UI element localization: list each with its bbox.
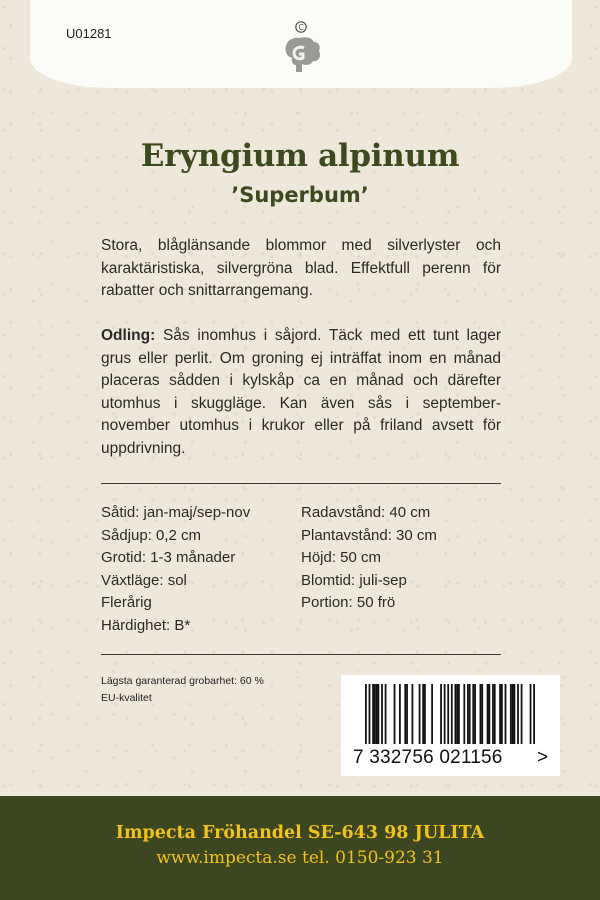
description-text: Stora, blåglänsande blommor med silverlyster och karaktäristiska, silvergröna blad. Effektfull perenn för rabatter och snittarrangemang. xyxy=(101,237,501,299)
barcode-bar xyxy=(463,684,465,744)
germination-guarantee: Lägsta garanterad grobarhet: 60 % xyxy=(101,675,264,687)
company-contact: www.impecta.se tel. 0150-923 31 xyxy=(156,848,444,868)
company-address: Impecta Fröhandel SE-643 98 JULITA xyxy=(115,823,485,843)
barcode-bar xyxy=(512,684,514,744)
divider-top xyxy=(101,483,501,484)
barcode-bar xyxy=(474,684,476,744)
barcode-bar xyxy=(472,684,474,744)
barcode-bar xyxy=(399,684,401,744)
barcode-arrow: > xyxy=(537,747,549,768)
barcode-bar xyxy=(365,684,367,744)
spec-portion: Portion: 50 frö xyxy=(301,594,396,612)
barcode-bar xyxy=(530,684,532,744)
spec-height: Höjd: 50 cm xyxy=(301,549,382,567)
barcode-bar xyxy=(406,684,408,744)
barcode-bar xyxy=(422,684,424,744)
barcode-bar xyxy=(521,684,523,744)
barcode-bar xyxy=(501,684,503,744)
svg-text:C: C xyxy=(298,23,304,32)
barcode-bar xyxy=(467,684,469,744)
spec-location: Växtläge: sol xyxy=(101,571,187,589)
spec-germination-time: Grotid: 1-3 månader xyxy=(101,549,236,567)
barcode-bar xyxy=(517,684,519,744)
specs-left-column xyxy=(101,502,250,638)
spec-row-spacing: Radavstånd: 40 cm xyxy=(301,504,431,521)
product-cultivar: ’Superbum’ xyxy=(231,183,369,207)
barcode-bar xyxy=(431,684,433,744)
barcode-bar xyxy=(487,684,489,744)
barcode-bar xyxy=(514,684,516,744)
barcode-bar xyxy=(412,684,414,744)
barcode-bar xyxy=(374,684,376,744)
spec-sowing-depth: Sådjup: 0,2 cm xyxy=(101,526,202,544)
barcode-bar xyxy=(492,684,494,744)
barcode-bar xyxy=(481,684,483,744)
cultivation-paragraph xyxy=(101,325,501,460)
barcode-bar xyxy=(510,684,512,744)
sku-code: U01281 xyxy=(66,26,112,41)
spec-plant-spacing: Plantavstånd: 30 cm xyxy=(301,526,437,544)
spec-perennial: Flerårig xyxy=(101,594,152,612)
barcode-bar xyxy=(381,684,383,744)
barcode-bar xyxy=(394,684,396,744)
barcode-bar xyxy=(499,684,501,744)
barcode-digits: 7 332756 021156 xyxy=(353,747,503,768)
barcode-bar xyxy=(447,684,449,744)
divider-bottom xyxy=(101,654,501,655)
barcode-bar xyxy=(505,684,507,744)
barcode-bar xyxy=(469,684,471,744)
product-title: Eryngium alpinum xyxy=(140,138,460,174)
barcode-bar xyxy=(488,684,490,744)
barcode xyxy=(341,675,560,776)
barcode-bar xyxy=(494,684,496,744)
barcode-bar xyxy=(444,684,446,744)
barcode-bar xyxy=(424,684,426,744)
spec-flowering-time: Blomtid: juli-sep xyxy=(301,571,407,589)
eu-quality: EU-kvalitet xyxy=(101,692,152,704)
barcode-bar xyxy=(372,684,374,744)
barcode-bar xyxy=(440,684,442,744)
barcode-bar xyxy=(419,684,421,744)
spec-sowing-time: Såtid: jan-maj/sep-nov xyxy=(101,504,251,521)
barcode-bar xyxy=(451,684,453,744)
specs-right-column xyxy=(301,502,437,615)
impecta-g-logo-icon xyxy=(278,20,324,78)
barcode-bar xyxy=(458,684,460,744)
barcode-bar xyxy=(376,684,378,744)
cultivation-text: Sås inomhus i såjord. Täck med ett tunt lager grus eller perlit. Om groning ej inträffat inom en månad placeras sådden i kylskåp ca en månad och därefter utomhus i skuggläge. Kan även sås i september-november utomhus i krukor eller på friland avsett för uppdrivning. xyxy=(101,327,501,457)
barcode-bar xyxy=(385,684,387,744)
barcode-bar xyxy=(378,684,380,744)
barcode-bar xyxy=(404,684,406,744)
barcode-bar xyxy=(480,684,482,744)
spec-hardiness: Härdighet: B* xyxy=(101,616,191,634)
barcode-bar xyxy=(369,684,371,744)
quality-info xyxy=(101,673,264,707)
barcode-bars xyxy=(365,684,535,744)
cultivation-label: Odling: xyxy=(101,327,156,344)
barcode-bar xyxy=(533,684,535,744)
barcode-bar xyxy=(456,684,458,744)
barcode-bar xyxy=(454,684,456,744)
